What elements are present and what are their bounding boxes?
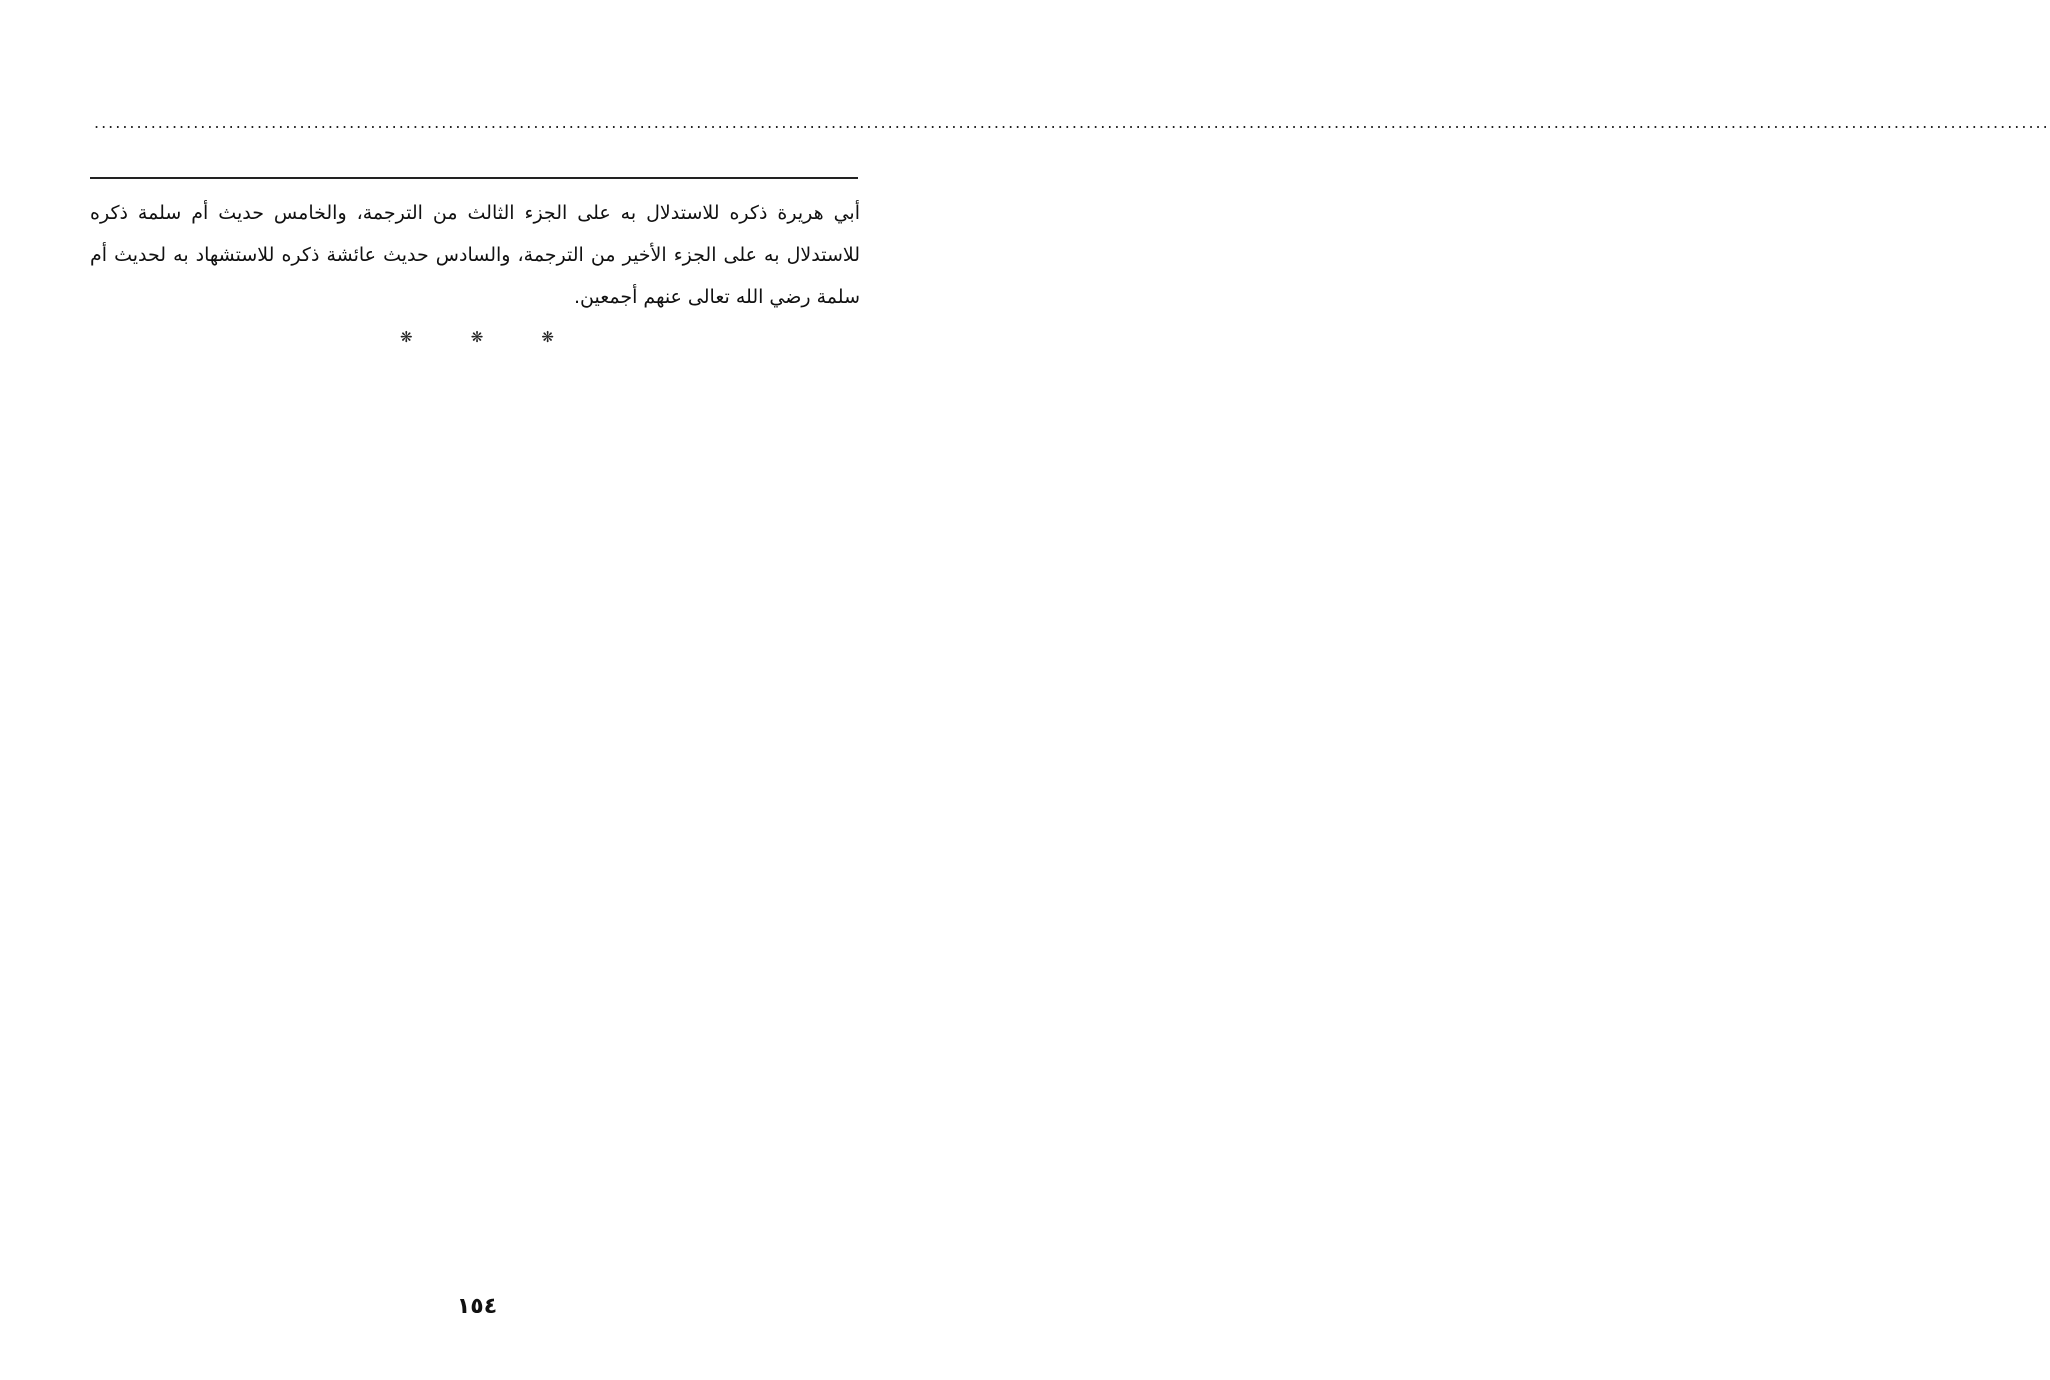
dotted-leader-line: .................................................................................................................................................................................................................................................................................... xyxy=(94,113,2050,132)
footnote-paragraph: أبي هريرة ذكره للاستدلال به على الجزء الثالث من الترجمة، والخامس حديث أم سلمة ذكره للاستدلال به على الجزء الأخير من الترجمة، والسادس حديث عائشة ذكره للاستشهاد به لحديث أم سلمة رضي الله تعالى عنهم أجمعين. xyxy=(90,202,860,308)
footnote-divider-rule xyxy=(90,177,858,179)
page-number: ١٥٤ xyxy=(456,1294,498,1319)
separator-asterisk-icon: ❋ xyxy=(470,328,484,346)
separator-asterisk-icon: ❋ xyxy=(400,328,413,346)
section-separator xyxy=(400,322,554,352)
separator-asterisk-icon: ❋ xyxy=(541,328,554,346)
